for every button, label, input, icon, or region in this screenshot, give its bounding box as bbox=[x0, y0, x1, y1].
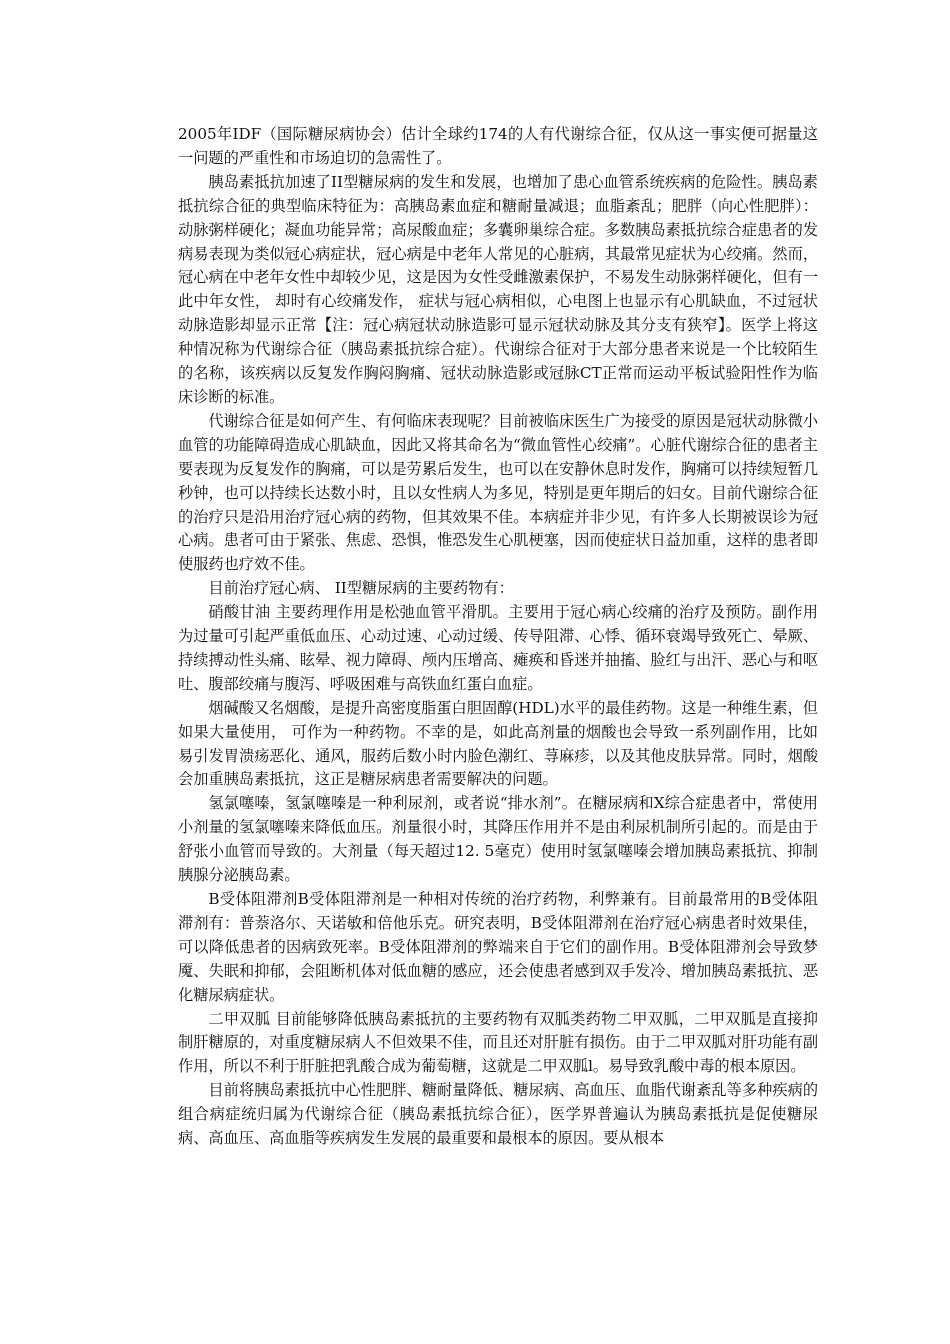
paragraph-idf-estimate: 2005年IDF（国际糖尿病协会）估计全球约174的人有代谢综合征，仅从这一事实便可据量这一问题的严重性和市场迫切的急需性了。 bbox=[178, 125, 818, 167]
paragraph-metabolic-syndrome-causes: 代谢综合征是如何产生、有何临床表现呢？目前被临床医生广为接受的原因是冠状动脉微小血管的功能障碍造成心肌缺血，因此又将其命名为“微血管性心绞痛”。心脏代谢综合征的患者主要表现为反复发作的胸痛，可以是劳累后发生，也可以在安静休息时发作，胸痛可以持续短暂几秒钟，也可以持续长达数小时，且以女性病人为多见，特别是更年期后的妇女。目前代谢综合征的治疗只是沿用治疗冠心病的药物，但其效果不佳。本病症并非少见，有许多人长期被误诊为冠心病。患者可由于紧张、焦虑、恐惧，惟恐发生心肌梗塞，因而使症状日益加重，这样的患者即使服药也疗效不佳。 bbox=[178, 411, 818, 574]
paragraph-beta-blockers: B受体阻滞剂B受体阻滞剂是一种相对传统的治疗药物，利弊兼有。目前最常用的B受体阻滞剂有：普萘洛尔、天诺敏和倍他乐克。研究表明，B受体阻滞剂在治疗冠心病患者时效果佳，可以降低患者的因病致死率。B受体阻滞剂的弊端来自于它们的副作用。B受体阻滞剂会导致梦魇、失眠和抑郁，会阻断机体对低血糖的感应，还会使患者感到双手发冷、增加胰岛素抵抗、恶化糖尿病症状。 bbox=[178, 890, 818, 1004]
paragraph-niacin: 烟碱酸又名烟酸，是提升高密度脂蛋白胆固醇(HDL)水平的最佳药物。这是一种维生素，但如果大量使用， 可作为一种药物。不幸的是，如此高剂量的烟酸也会导致一系列副作用，比如易引发胃溃疡恶化、通风，服药后数小时内脸色潮红、荨麻疹，以及其他皮肤异常。同时，烟酸会加重胰岛素抵抗，这正是糖尿病患者需要解决的问题。 bbox=[178, 698, 818, 789]
paragraph-conclusion: 目前将胰岛素抵抗中心性肥胖、糖耐量降低、糖尿病、高血压、血脂代谢紊乱等多种疾病的组合病症统归属为代谢综合征（胰岛素抵抗综合征），医学界普遍认为胰岛素抵抗是促使糖尿病、高血压、高血脂等疾病发生发展的最重要和最根本的原因。要从根本 bbox=[178, 1081, 818, 1148]
paragraph-metformin: 二甲双胍 目前能够降低胰岛素抵抗的主要药物有双胍类药物二甲双胍，二甲双胍是直接抑制肝糖原的，对重度糖尿病人不但效果不佳，而且还对肝脏有损伤。由于二甲双胍对肝功能有副作用，所以不利于肝脏把乳酸合成为葡萄糖，这就是二甲双胍l。易导致乳酸中毒的根本原因。 bbox=[178, 1009, 818, 1076]
document-page bbox=[178, 123, 818, 1151]
paragraph-insulin-resistance: 胰岛素抵抗加速了II型糖尿病的发生和发展，也增加了患心血管系统疾病的危险性。胰岛素抵抗综合征的典型临床特征为：高胰岛素血症和糖耐量减退；血脂紊乱；肥胖（向心性肥胖）：动脉粥样硬化；凝血功能异常；高尿酸血症；多囊卵巢综合症。多数胰岛素抵抗综合症患者的发病易表现为类似冠心病症状，冠心病是中老年人常见的心脏病，其最常见症状为心绞痛。然而，冠心病在中老年女性中却较少见，这是因为女性受雌激素保护，不易发生动脉粥样硬化，但有一此中年女性， 却时有心绞痛发作， 症状与冠心病相似，心电图上也显示有心肌缺血，不过冠状动脉造影却显示正常【注：冠心病冠状动脉造影可显示冠状动脉及其分支有狭窄】。医学上将这种情况称为代谢综合征（胰岛素抵抗综合症）。代谢综合征对于大部分患者来说是一个比较陌生的名称，该疾病以反复发作胸闷胸痛、冠状动脉造影或冠脉CT正常而运动平板试验阳性作为临床诊断的标准。 bbox=[178, 172, 818, 406]
paragraph-drug-list-intro: 目前治疗冠心病、 II型糖尿病的主要药物有： bbox=[208, 579, 514, 598]
paragraph-hydrochlorothiazide: 氢氯噻嗪，氢氯噻嗪是一种利尿剂，或者说“排水剂”。在糖尿病和X综合症患者中，常使用小剂量的氢氯噻嗪来降低血压。剂量很小时，其降压作用并不是由利尿机制所引起的。而是由于舒张小血管而导致的。大剂量（每天超过12. 5毫克）使用时氢氯噻嗪会增加胰岛素抵抗、抑制胰腺分泌胰岛素。 bbox=[178, 794, 818, 885]
paragraph-nitroglycerin: 硝酸甘油 主要药理作用是松弛血管平滑肌。主要用于冠心病心绞痛的治疗及预防。副作用为过量可引起严重低血压、心动过速、心动过缓、传导阻滞、心悸、循环衰竭导致死亡、晕厥、持续搏动性头痛、眩晕、视力障碍、颅内压增高、瘫痪和昏迷并抽搐、脸红与出汗、恶心与和呕吐、腹部绞痛与腹泻、呼吸困难与高铁血红蛋白血症。 bbox=[178, 603, 818, 693]
